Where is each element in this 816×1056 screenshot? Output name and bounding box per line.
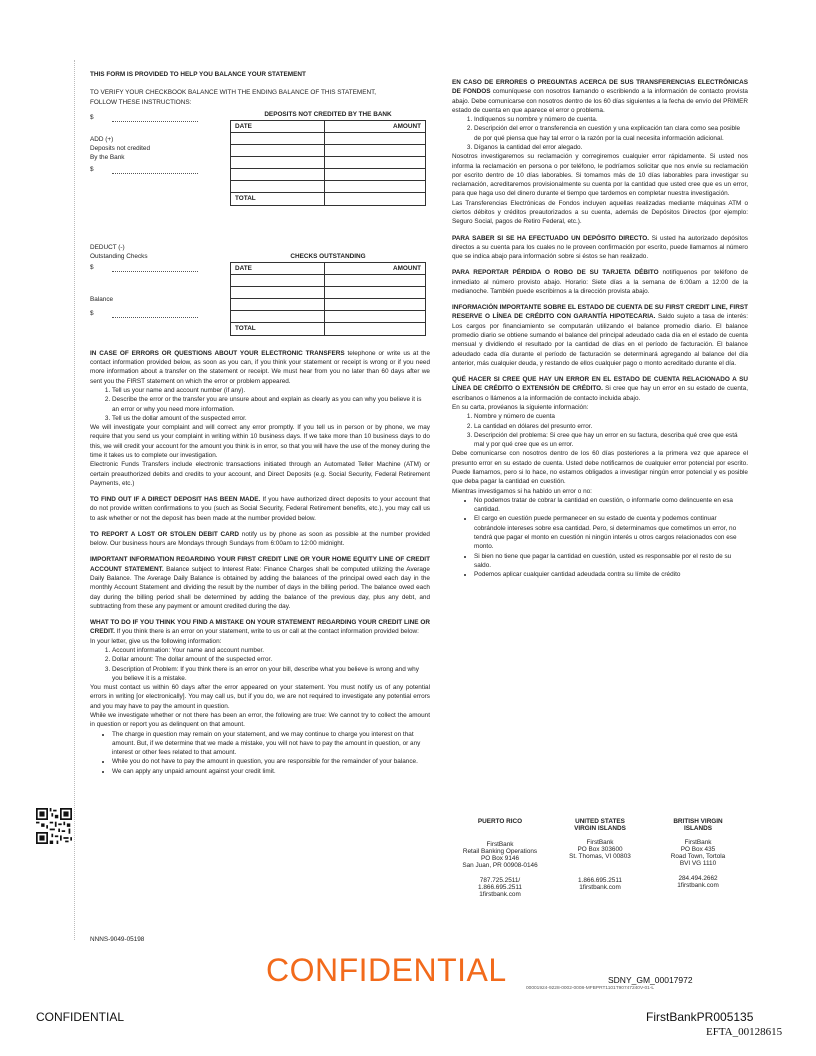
mistake-after: You must contact us within 60 days after the error appeared on your statement. You must notify us of any potential errors in writing [or electronically]. You may call us, but if you do, we are not required to investigate any potential errors and you may have to pay the amount in question. xyxy=(90,684,430,710)
info-body: Saldo sujeto a tasa de interés: Los cargos por financiamiento se computarán utilizando el balance promedio diario. El balance promedio diario se obtiene sumando el balance del principal adeudado cada día en el estado de cuenta mensual y dividiendo el resultado por la cantidad de días en el período de facturación. El balance adeudado cada día durante el período de facturación se determinará agregando al balance del día anterior, más cualquier deuda, y restando de ellos cualquier pago o monto acreditado durante el día. xyxy=(452,313,748,367)
perdida-body: notifíquenos por teléfono de inmediato al número provisto abajo. Horario: Siete días a la semana de 6:00am a 12:00 de la medianoche. También puede escribirnos a la dirección provista abajo. xyxy=(452,269,749,295)
deduct-label: DEDUCT (-) xyxy=(90,243,125,251)
que-body: Si cree que hay un error en su estado de cuenta, escríbanos o llámenos a la información de contacto incluida abajo. xyxy=(452,385,748,402)
eft-note-es: Las Transferencias Electrónicas de Fondos incluyen aquellas realizadas mediante máquinas ATM o ciertos débitos y créditos preautorizados a su cuenta, además de Depósitos Directos (por ejemplo: Seguro Social, pagos de Retiro Federal, etc.). xyxy=(452,199,748,226)
deposito-paragraph xyxy=(452,234,748,262)
que-heading: QUÉ HACER SI CREE QUE HAY UN ERROR EN EL ESTADO DE CUENTA RELACIONADO A SU LÍNEA DE CRÉDITO O EXTENSIÓN DE CRÉDITO. xyxy=(452,376,748,393)
perdida-heading: PARA REPORTAR PÉRDIDA O ROBO DE SU TARJETA DÉBITO xyxy=(452,269,659,277)
add-label: ADD (+) xyxy=(90,135,114,143)
deposits-not-credited-table xyxy=(230,109,426,206)
contact-phone[interactable]: 787.725.2511/ xyxy=(479,877,521,884)
contact-region: PUERTO RICO xyxy=(477,818,523,825)
mistake-heading: WHAT TO DO IF YOU THINK YOU FIND A MISTAKE ON YOUR STATEMENT REGARDING YOUR CREDIT LINE OR CREDIT. xyxy=(90,619,430,636)
contact-phone[interactable]: 1.866.695.2511 xyxy=(578,877,622,884)
table-row[interactable] xyxy=(231,299,426,311)
deposits-total-blank[interactable] xyxy=(112,173,198,174)
errores-paragraph xyxy=(452,78,748,115)
perforation-line xyxy=(74,60,75,940)
list-item: 1. Nombre y número de cuenta xyxy=(474,412,748,421)
list-item: 1. Tell us your name and account number (if any). xyxy=(112,386,430,395)
table-row[interactable] xyxy=(231,169,426,181)
add-sub-2: By the Bank xyxy=(90,153,125,161)
statement-balance-blank[interactable] xyxy=(112,121,198,122)
contact-bvi xyxy=(650,818,746,889)
contact-address: St. Thomas, VI 00803 xyxy=(569,853,631,860)
que-mientras: Mientras investigamos si ha habido un error o no: xyxy=(452,487,592,495)
dollar-sign: $ xyxy=(90,263,94,271)
contact-address: San Juan, PR 00908-0146 xyxy=(462,862,538,869)
efta-number: EFTA_00128615 xyxy=(706,1026,783,1038)
checks-date-header: DATE xyxy=(231,263,325,275)
contact-website[interactable]: 1firstbank.com xyxy=(677,882,719,889)
deposits-total-cell[interactable] xyxy=(324,193,425,205)
info-heading: INFORMACIÓN IMPORTANTE SOBRE EL ESTADO DE CUENTA DE SU FIRST CREDIT LINE, FIRST RESERVE O LÍNEA DE CRÉDITO CON GARANTÍA HIPOTECARIA. xyxy=(452,304,748,321)
que-carta: En su carta, provéanos la siguiente información: xyxy=(452,404,589,411)
lost-card-heading: TO REPORT A LOST OR STOLEN DEBIT CARD xyxy=(90,530,239,538)
que-after: Debe comunicarse con nosotros dentro de los 60 días posteriores a la primera vez que aparece el presunto error en su estado de cuenta. Usted debe notificarnos de cualquier error potencial por escrito. Puede llamarnos, pero si lo hace, no estamos obligados a investigar ningún error potencial y es posible que deba pagar la cantidad en cuestión. xyxy=(452,450,748,486)
list-item: • El cargo en cuestión puede permanecer en su estado de cuenta y podemos continuar cobrándole intereses sobre esa cantidad. Pero, si determinamos que cometimos un error, no tendrá que pagar el monto en cuestión ni ningún interés u otros cargos relacionados con ese monto. xyxy=(474,514,748,551)
dollar-sign: $ xyxy=(90,165,94,173)
list-item: • Podemos aplicar cualquier cantidad adeudada contra su límite de crédito xyxy=(474,570,748,579)
production-bates-number: FirstBankPR005135 xyxy=(646,1010,754,1024)
outstanding-checks-label: Outstanding Checks xyxy=(90,252,148,260)
contact-name: FirstBank xyxy=(586,839,614,846)
right-column xyxy=(452,78,748,579)
form-code: NNNS-9049-05198 xyxy=(90,936,145,943)
contact-website[interactable]: 1firstbank.com xyxy=(479,891,521,898)
list-item: 3. Descripción del problema: Si cree que hay un error en su factura, describa qué cree que está mal y por qué cree que es un error. xyxy=(474,431,748,450)
deposito-body: Si usted ha autorizado depósitos directos a su cuenta para los cuales no le proveen confirmación por escrito, puede llamarnos al número que se indica abajo para información sobre si éstos se han realizado. xyxy=(452,234,748,261)
que-paragraph xyxy=(452,375,748,403)
contact-usvi xyxy=(552,818,648,891)
contact-address: Retail Banking Operations xyxy=(462,848,538,855)
lost-card-paragraph xyxy=(90,530,430,549)
contact-phone[interactable]: 284.494.2662 xyxy=(678,875,718,882)
direct-deposit-body: If you have authorized direct deposits to your account that do not provide written confirmations to you (such as Social Security, Federal Retirement benefits, etc.), you may call us to ask whether or not the deposit has been made at the number provided below. xyxy=(90,496,430,522)
deposits-table-caption: DEPOSITS NOT CREDITED BY THE BANK xyxy=(231,109,426,121)
add-sub-1: Deposits not credited xyxy=(90,144,151,152)
contact-puerto-rico xyxy=(452,818,548,898)
balance-label: Balance xyxy=(90,295,114,303)
table-row[interactable] xyxy=(231,311,426,323)
errores-heading: EN CASO DE ERRORES O PREGUNTAS ACERCA DE SUS TRANSFERENCIAS ELECTRÓNICAS DE FONDOS xyxy=(452,79,748,96)
list-item: • The charge in question may remain on your statement, and we may continue to charge you interest on that amount. But, if we determine that we made a mistake, you will not have to pay the amount in question, or any interest or other fees related to that amount. xyxy=(112,730,430,758)
errores-list xyxy=(452,115,748,152)
contact-address: Road Town, Tortola xyxy=(670,853,726,860)
que-list xyxy=(452,412,748,449)
confidential-stamp: CONFIDENTIAL xyxy=(266,952,507,988)
mistake-bullets xyxy=(90,730,430,776)
table-row[interactable] xyxy=(231,145,426,157)
mistake-letter: In your letter, give us the following information: xyxy=(90,637,222,645)
checks-table-caption: CHECKS OUTSTANDING xyxy=(231,251,426,263)
credit-line-body: Balance subject to Interest Rate: Finance Charges shall be computed utilizing the Average Daily Balance. The Average Daily Balance is obtained by adding the balances of the principal owed each day in the monthly Account Statement and dividing the result by the number of days in the billing period. The balance owed each day during the billing period shall be determined by adding the balance of the previous day, plus any debt, and subtracting from these any payment or amount credited during the day. xyxy=(90,565,430,610)
errors-heading: IN CASE OF ERRORS OR QUESTIONS ABOUT YOUR ELECTRONIC TRANSFERS xyxy=(90,349,345,357)
eft-note: Electronic Funds Transfers include electronic transactions initiated through an Automated Teller Machine (ATM) or certain preauthorized debits and credits to your account, and Direct Deposits (e.g. Social Security, Federal Retirement Payments, etc.) xyxy=(90,461,430,487)
table-row[interactable] xyxy=(231,275,426,287)
checks-outstanding-table xyxy=(230,251,426,336)
table-row[interactable] xyxy=(231,287,426,299)
form-intro xyxy=(90,88,430,107)
contact-address: PO Box 435 xyxy=(680,846,716,853)
list-item: 3. Description of Problem: If you think there is an error on your bill, describe what you believe is wrong and why you believe it is a mistake. xyxy=(112,665,430,684)
info-paragraph xyxy=(452,303,748,368)
errors-paragraph xyxy=(90,349,430,386)
contact-phone[interactable]: 1.866.695.2511 xyxy=(478,884,522,891)
list-item: 2. Dollar amount: The dollar amount of the suspected error. xyxy=(112,655,430,664)
list-item: 1. Account information: Your name and account number. xyxy=(112,646,430,655)
contact-address: PO Box 303600 xyxy=(577,846,623,853)
errores-body: comuníquese con nosotros llamando o escribiendo a la información de contacto provista abajo. Debe comunicarse con nosotros dentro de los 60 días siguientes a la fecha de envío del PRIMER estado de cuenta en que aparece el error o problema. xyxy=(452,88,748,114)
checks-total-label: TOTAL xyxy=(231,323,325,335)
dollar-sign: $ xyxy=(90,113,94,121)
checks-total-blank[interactable] xyxy=(112,271,198,272)
errors-after: We will investigate your complaint and will correct any error promptly. If you tell us in person or by phone, we may require that you send us your complaint in writing within 10 business days. If we take more than 10 business days to do this, we will credit your account for the amount you think is in error, so that you will have the use of the money during the time it takes us to complete our investigation. xyxy=(90,424,430,459)
dollar-sign: $ xyxy=(90,309,94,317)
checks-total-cell[interactable] xyxy=(324,323,425,335)
list-item: • We can apply any unpaid amount against your credit limit. xyxy=(112,767,430,776)
credit-line-paragraph xyxy=(90,555,430,611)
mistake-paragraph xyxy=(90,618,430,637)
left-column xyxy=(90,70,430,776)
lost-card-body: notify us by phone as soon as possible at the number provided below. Our business hours are Mondays through Sundays from 6:00am to 12:00 midnight. xyxy=(90,530,430,548)
deposits-amount-header: AMOUNT xyxy=(324,121,425,133)
que-bullets xyxy=(452,496,748,580)
direct-deposit-paragraph xyxy=(90,495,430,523)
list-item: 1. Indíquenos su nombre y número de cuenta. xyxy=(474,115,748,124)
direct-deposit-heading: TO FIND OUT IF A DIRECT DEPOSIT HAS BEEN MADE. xyxy=(90,496,261,504)
form-intro-line-2: FOLLOW THESE INSTRUCTIONS: xyxy=(90,98,192,106)
contact-region-2: VIRGIN ISLANDS xyxy=(574,825,626,832)
list-item: • While you do not have to pay the amount in question, you are responsible for the remainder of your balance. xyxy=(112,757,430,766)
mistake-while: While we investigate whether or not there has been an error, the following are true: We cannot try to collect the amount in question or report you as delinquent on that amount. xyxy=(90,711,430,729)
errors-body: telephone or write us at the contact information provided below, as soon as you can, if you think your statement or receipt is wrong or if you need more information about a transfer on the statement or receipt. We must hear from you no later than 60 days after we sent you the FIRST statement on which the error or problem appeared. xyxy=(90,349,430,385)
balance-form xyxy=(90,111,430,343)
contact-website[interactable]: 1firstbank.com xyxy=(579,884,621,891)
list-item: 2. La cantidad en dólares del presunto error. xyxy=(474,422,748,431)
list-item: • Si bien no tiene que pagar la cantidad en cuestión, usted es responsable por el resto de su saldo. xyxy=(474,552,748,571)
confidential-label: CONFIDENTIAL xyxy=(36,1010,125,1024)
contact-address: PO Box 9146 xyxy=(480,855,519,862)
list-item: 2. Describe the error or the transfer you are unsure about and explain as clearly as you can why you believe it is an error or why you need more information. xyxy=(112,395,430,414)
mistake-list xyxy=(90,646,430,683)
table-row[interactable] xyxy=(231,133,426,145)
form-intro-line-1: TO VERIFY YOUR CHECKBOOK BALANCE WITH THE ENDING BALANCE OF THIS STATEMENT, xyxy=(90,89,377,97)
table-row[interactable] xyxy=(231,157,426,169)
credit-line-heading: IMPORTANT INFORMATION REGARDING YOUR FIRST CREDIT LINE OR YOUR HOME EQUITY LINE OF CREDIT ACCOUNT STATEMENT. xyxy=(90,556,430,573)
perdida-paragraph xyxy=(452,268,748,296)
balance-blank[interactable] xyxy=(112,317,198,318)
deposits-total-label: TOTAL xyxy=(231,193,325,205)
list-item: • No podemos tratar de cobrar la cantidad en cuestión, o informarle como delincuente en esa cantidad. xyxy=(474,496,748,515)
form-title: THIS FORM IS PROVIDED TO HELP YOU BALANCE YOUR STATEMENT xyxy=(90,71,306,78)
contact-region-2: ISLANDS xyxy=(683,825,713,832)
contact-address: BVI VG 1110 xyxy=(679,860,717,867)
table-row[interactable] xyxy=(231,181,426,193)
contact-name: FirstBank xyxy=(486,841,514,848)
document-barcode-line: 00001924-9228-0002-0008-MFBPRT1101T90747240V-01-L xyxy=(526,986,655,991)
mistake-body: If you think there is an error on your statement, write to us or call at the contact information provided below: xyxy=(116,628,419,636)
deposito-heading: PARA SABER SI SE HA EFECTUADO UN DEPÓSITO DIRECTO. xyxy=(452,234,649,242)
list-item: 3. Tell us the dollar amount of the suspected error. xyxy=(112,414,430,423)
left-body-text xyxy=(90,349,430,776)
contact-name: FirstBank xyxy=(684,839,712,846)
contact-region: BRITISH VIRGIN xyxy=(673,818,723,825)
sdny-bates-number: SDNY_GM_00017972 xyxy=(608,975,693,985)
errors-list xyxy=(90,386,430,423)
list-item: 3. Díganos la cantidad del error alegado. xyxy=(474,143,748,152)
list-item: 2. Descripción del error o transferencia en cuestión y una explicación tan clara como sea posible de por qué piensa que hay tal error o la razón por la cual necesita información adicional. xyxy=(474,124,748,143)
deposits-date-header: DATE xyxy=(231,121,325,133)
qr-code-icon xyxy=(36,808,72,844)
contact-region: UNITED STATES xyxy=(575,818,625,825)
errores-after: Nosotros investigaremos su reclamación y corregiremos cualquier error rápidamente. Si usted nos informa la reclamación en persona o por teléfono, le podríamos solicitar que nos envíe su reclamación por escrito dentro de 10 días laborables. Si tomamos más de 10 días laborables para investigar su reclamación, acreditaremos provisionalmente su cuenta por la cantidad que usted cree que es un error, para que haga uso del dinero durante el tiempo que tardemos en completar nuestra investigación. xyxy=(452,153,748,198)
checks-amount-header: AMOUNT xyxy=(324,263,425,275)
